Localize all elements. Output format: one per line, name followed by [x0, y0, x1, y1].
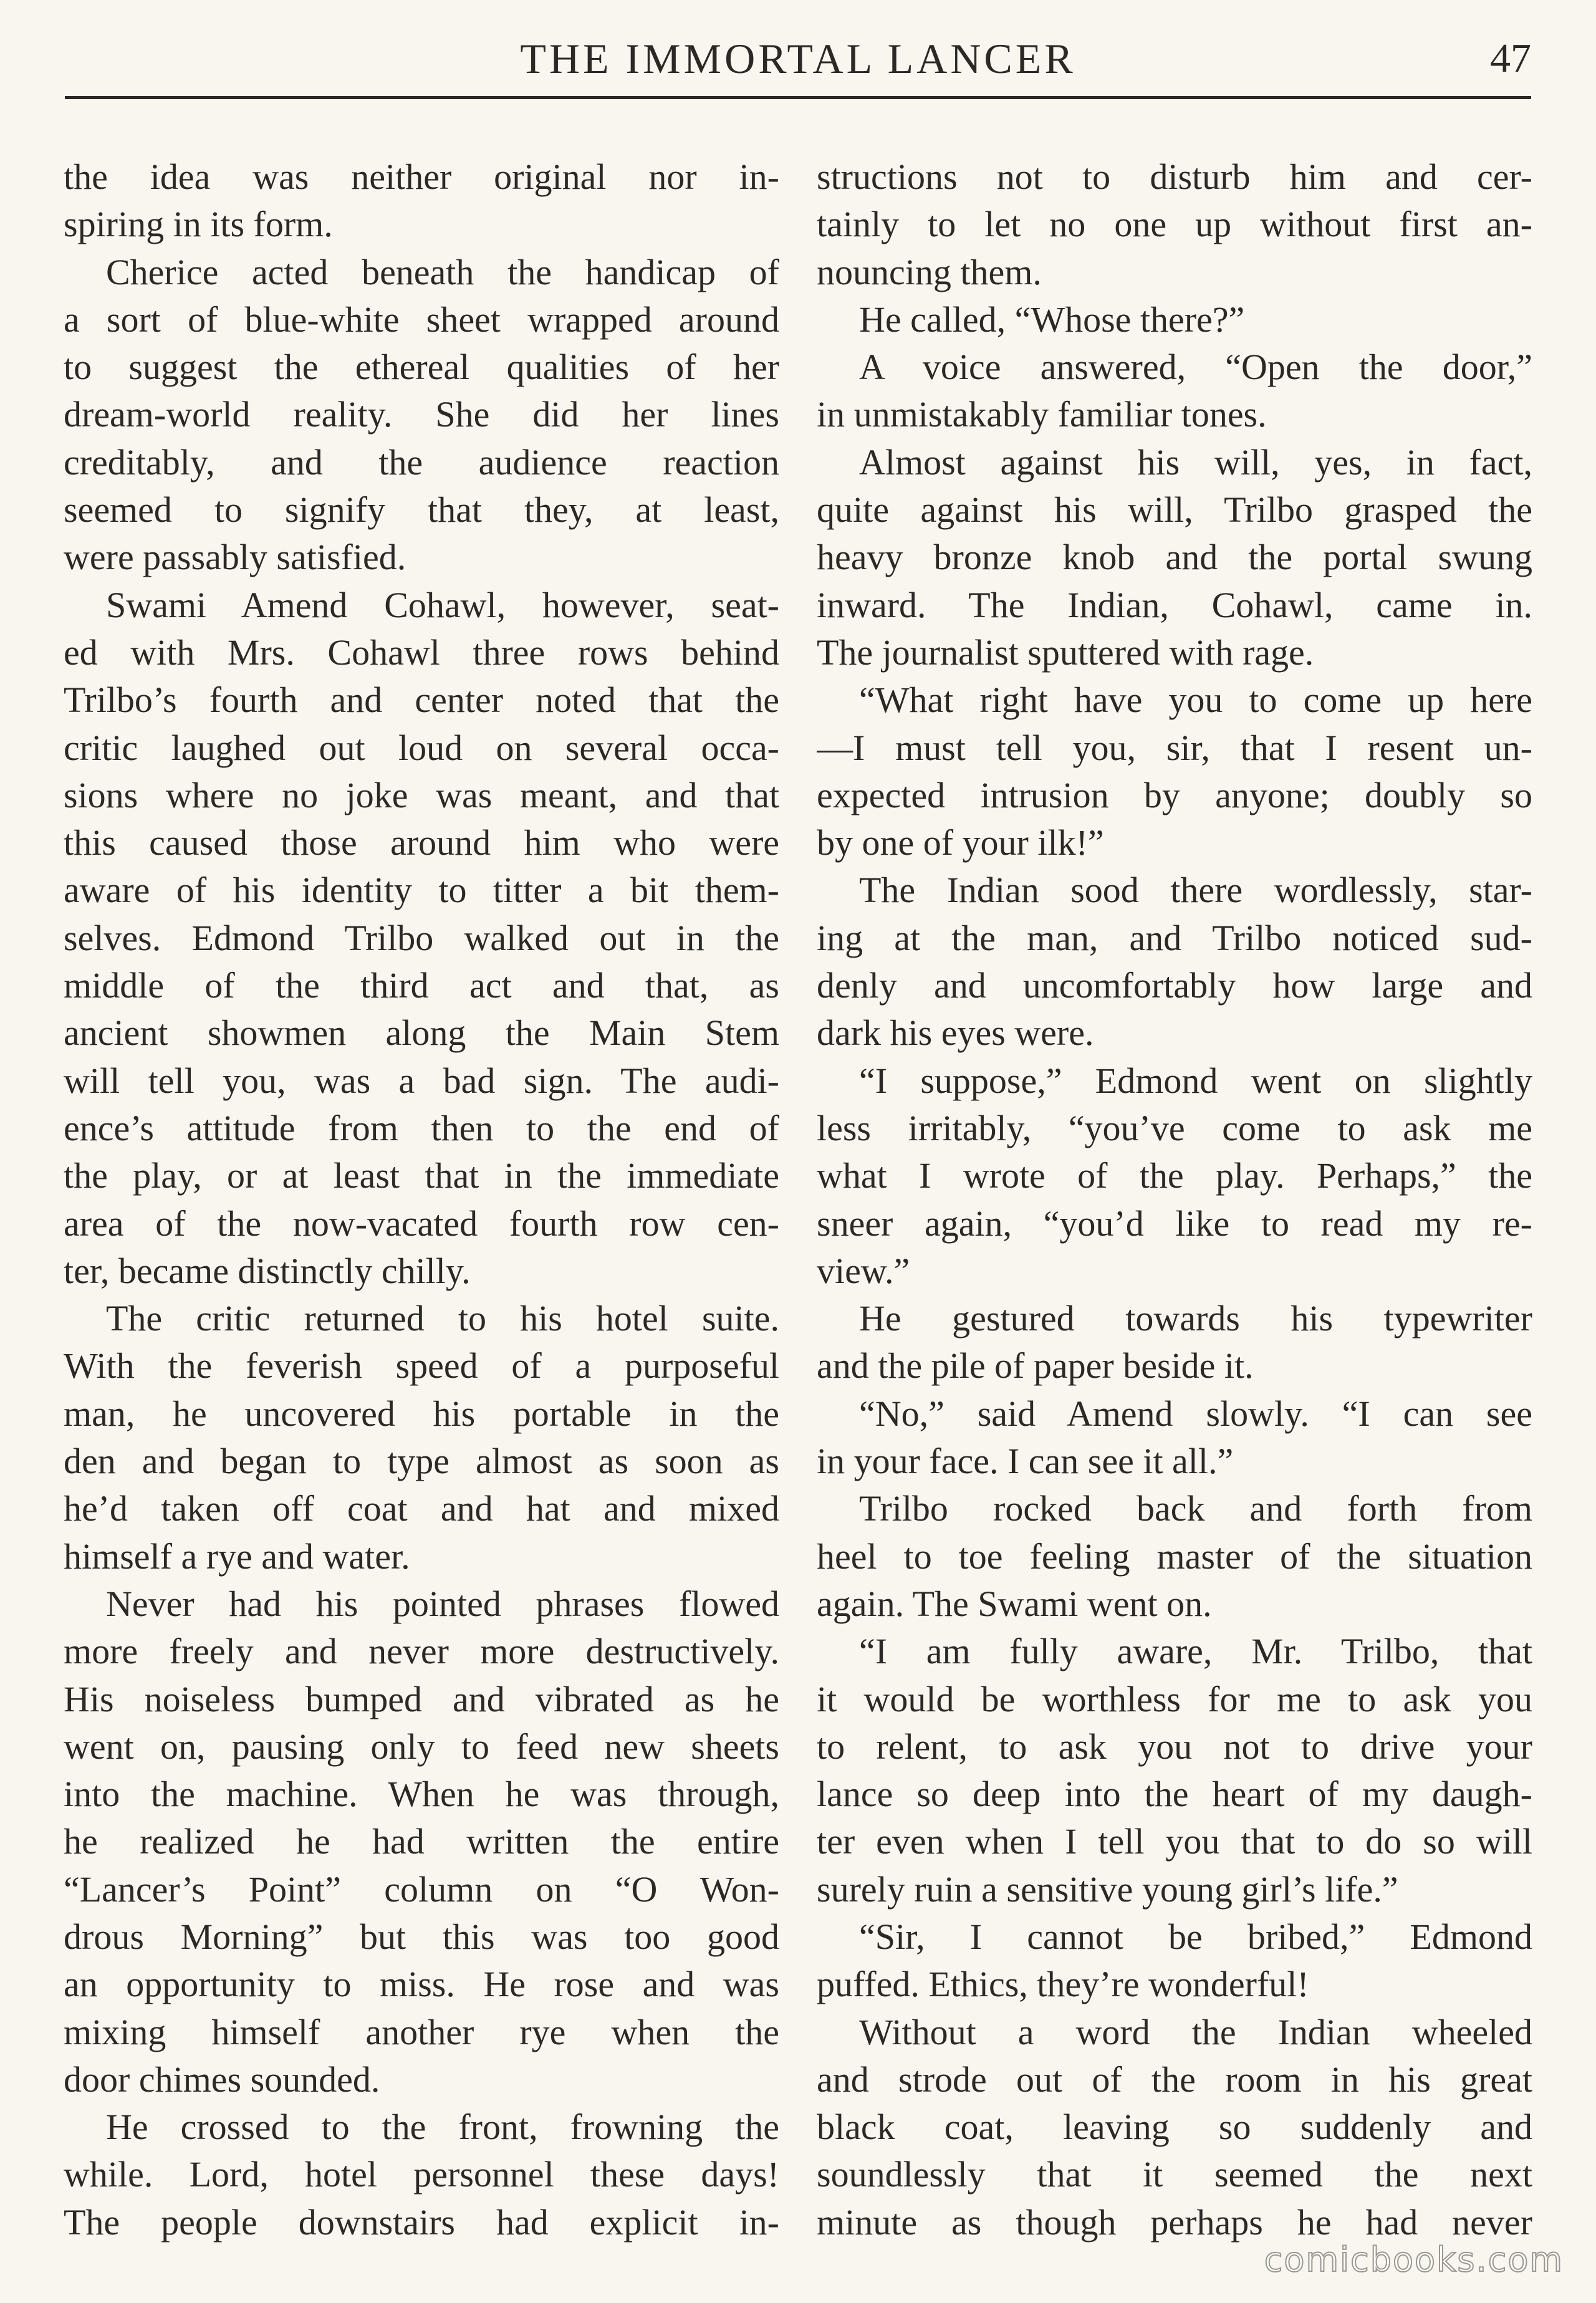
text-line: Without a word the Indian wheeled: [859, 2011, 1532, 2052]
text-line: “What right have you to come up here: [859, 680, 1532, 721]
text-line: ence’s attitude from then to the end of: [64, 1107, 779, 1148]
text-line: Trilbo’s fourth and center noted that the: [64, 680, 779, 721]
text-line: sions where no joke was meant, and that: [64, 774, 779, 815]
text-line: while. Lord, hotel personnel these days!: [64, 2154, 779, 2195]
text-line: area of the now-vacated fourth row cen-: [64, 1203, 779, 1244]
text-line: Never had his pointed phrases flowed: [106, 1583, 779, 1624]
text-line: creditably, and the audience reaction: [64, 441, 779, 483]
text-line: himself a rye and water.: [64, 1536, 410, 1577]
text-line: inward. The Indian, Cohawl, came in.: [817, 584, 1532, 625]
text-line: door chimes sounded.: [64, 2059, 380, 2100]
text-line: drous Morning” but this was too good: [64, 1916, 779, 1957]
text-line: Trilbo rocked back and forth from: [859, 1488, 1532, 1529]
text-line: den and began to type almost as soon as: [64, 1441, 779, 1482]
text-line: again. The Swami went on.: [817, 1583, 1212, 1624]
text-line: what I wrote of the play. Perhaps,” the: [817, 1155, 1532, 1196]
text-line: an opportunity to miss. He rose and was: [64, 1964, 779, 2005]
text-line: went on, pausing only to feed new sheets: [64, 1726, 779, 1767]
text-line: Swami Amend Cohawl, however, seat-: [106, 584, 779, 625]
text-line: structions not to disturb him and cer-: [817, 156, 1532, 197]
text-line: by one of your ilk!”: [817, 822, 1104, 863]
running-title: THE IMMORTAL LANCER: [520, 35, 1076, 82]
text-line: to relent, to ask you not to drive your: [817, 1726, 1532, 1767]
text-line: soundlessly that it seemed the next: [817, 2154, 1532, 2195]
watermark: comicbooks.com: [1264, 2240, 1564, 2279]
text-line: ter even when I tell you that to do so will: [817, 1821, 1532, 1862]
text-line: The Indian sood there wordlessly, star-: [859, 870, 1532, 911]
text-line: denly and uncomfortably how large and: [817, 965, 1532, 1006]
text-line: critic laughed out loud on several occa-: [64, 727, 779, 768]
right-column: [817, 153, 1532, 2246]
text-line: He called, “Whose there?”: [859, 299, 1245, 340]
text-line: mixing himself another rye when the: [64, 2011, 779, 2052]
text-line: Cherice acted beneath the handicap of: [106, 251, 779, 292]
text-line: dark his eyes were.: [817, 1012, 1094, 1054]
text-line: it would be worthless for me to ask you: [817, 1678, 1532, 1719]
text-line: aware of his identity to titter a bit them-: [64, 870, 779, 911]
text-line: in unmistakably familiar tones.: [817, 394, 1267, 435]
text-line: nouncing them.: [817, 251, 1042, 292]
text-line: A voice answered, “Open the door,”: [859, 347, 1532, 388]
text-line: —I must tell you, sir, that I resent un-: [817, 727, 1532, 768]
text-line: and the pile of paper beside it.: [817, 1345, 1254, 1387]
text-line: view.”: [817, 1250, 910, 1291]
text-line: His noiseless bumped and vibrated as he: [64, 1678, 779, 1719]
text-line: the play, or at least that in the immediate: [64, 1155, 779, 1196]
page-header: [65, 25, 1531, 100]
left-column: [64, 153, 779, 2246]
text-line: “I suppose,” Edmond went on slightly: [859, 1060, 1532, 1101]
text-line: sneer again, “you’d like to read my re-: [817, 1203, 1532, 1244]
text-line: this caused those around him who were: [64, 822, 779, 863]
text-line: man, he uncovered his portable in the: [64, 1393, 779, 1434]
text-line: Almost against his will, yes, in fact,: [859, 441, 1532, 483]
header-rule: [65, 96, 1531, 99]
text-line: tainly to let no one up without first an-: [817, 204, 1532, 245]
text-line: He crossed to the front, frowning the: [106, 2107, 779, 2148]
text-line: ing at the man, and Trilbo noticed sud-: [817, 917, 1532, 958]
text-line: into the machine. When he was through,: [64, 1774, 779, 1815]
text-line: He gestured towards his typewriter: [859, 1298, 1532, 1339]
text-line: With the feverish speed of a purposeful: [64, 1345, 779, 1387]
text-line: spiring in its form.: [64, 204, 333, 245]
text-line: The people downstairs had explicit in-: [64, 2201, 779, 2243]
text-line: ed with Mrs. Cohawl three rows behind: [64, 632, 779, 673]
text-line: ter, became distinctly chilly.: [64, 1250, 471, 1291]
page-number: 47: [1490, 36, 1531, 81]
text-line: he’d taken off coat and hat and mixed: [64, 1488, 779, 1529]
text-line: puffed. Ethics, they’re wonderful!: [817, 1964, 1309, 2005]
text-line: seemed to signify that they, at least,: [64, 489, 779, 531]
text-line: will tell you, was a bad sign. The audi-: [64, 1060, 779, 1101]
text-line: to suggest the ethereal qualities of her: [64, 347, 779, 388]
text-line: selves. Edmond Trilbo walked out in the: [64, 917, 779, 958]
text-line: “No,” said Amend slowly. “I can see: [859, 1393, 1532, 1434]
text-line: less irritably, “you’ve come to ask me: [817, 1107, 1532, 1148]
text-line: dream-world reality. She did her lines: [64, 394, 779, 435]
text-line: more freely and never more destructively.: [64, 1631, 779, 1672]
text-line: and strode out of the room in his great: [817, 2059, 1532, 2100]
text-line: ancient showmen along the Main Stem: [64, 1012, 779, 1054]
text-line: surely ruin a sensitive young girl’s life.”: [817, 1868, 1398, 1910]
text-line: minute as though perhaps he had never: [817, 2201, 1532, 2243]
text-line: the idea was neither original nor in-: [64, 156, 779, 197]
text-line: “I am fully aware, Mr. Trilbo, that: [859, 1631, 1532, 1672]
text-line: heavy bronze knob and the portal swung: [817, 537, 1532, 578]
text-line: “Sir, I cannot be bribed,” Edmond: [859, 1916, 1532, 1957]
text-line: in your face. I can see it all.”: [817, 1441, 1234, 1482]
text-line: expected intrusion by anyone; doubly so: [817, 774, 1532, 815]
text-line: The critic returned to his hotel suite.: [106, 1298, 779, 1339]
text-line: a sort of blue-white sheet wrapped around: [64, 299, 779, 340]
text-line: lance so deep into the heart of my daugh-: [817, 1774, 1532, 1815]
text-line: middle of the third act and that, as: [64, 965, 779, 1006]
text-line: were passably satisfied.: [64, 537, 406, 578]
text-line: heel to toe feeling master of the situation: [817, 1536, 1532, 1577]
text-line: quite against his will, Trilbo grasped the: [817, 489, 1532, 531]
text-line: The journalist sputtered with rage.: [817, 632, 1314, 673]
text-line: black coat, leaving so suddenly and: [817, 2107, 1532, 2148]
text-line: “Lancer’s Point” column on “O Won-: [64, 1868, 779, 1910]
text-line: he realized he had written the entire: [64, 1821, 779, 1862]
